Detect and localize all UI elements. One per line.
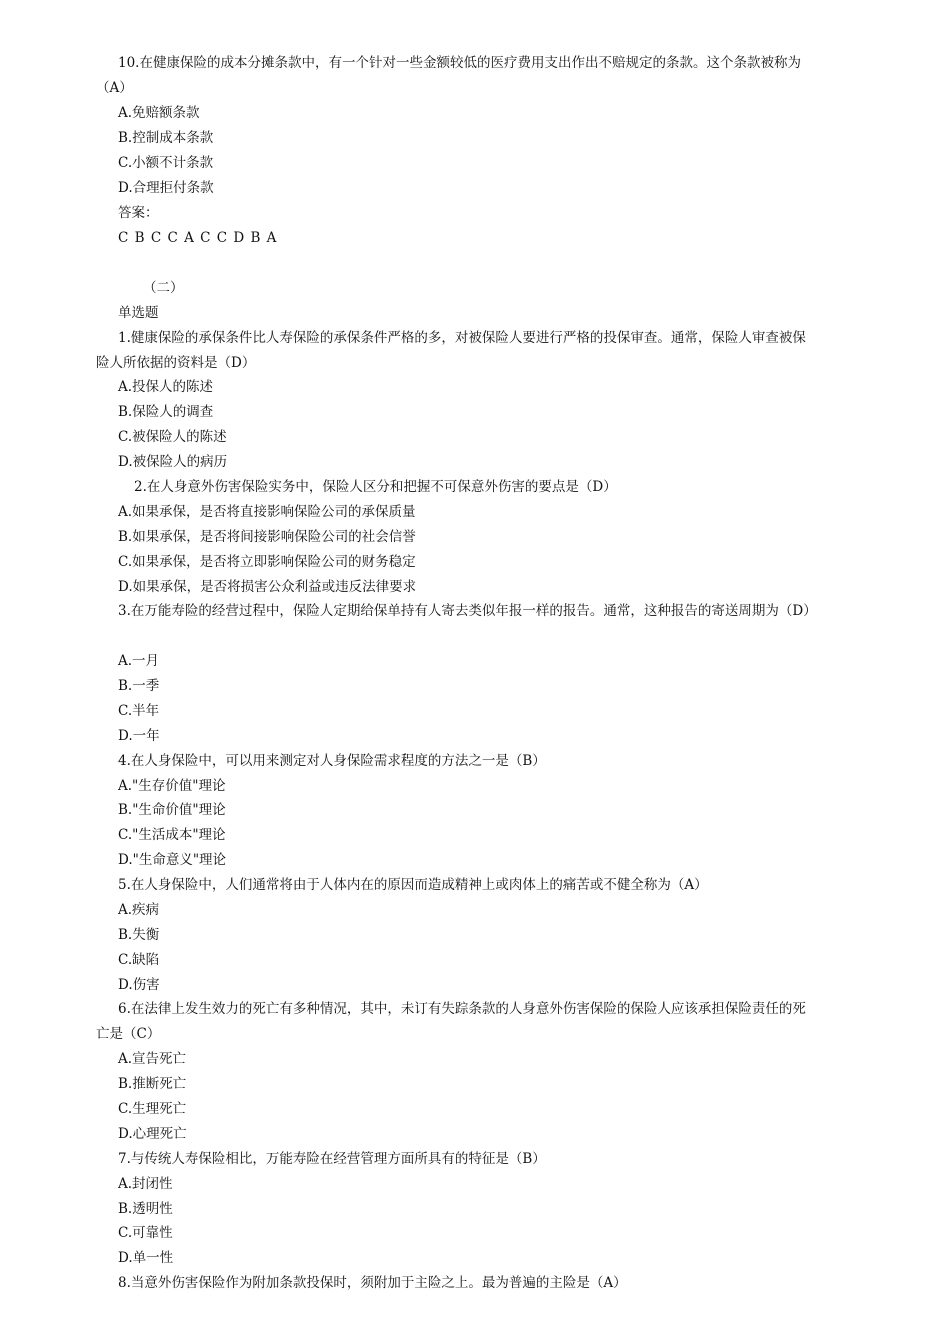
question-2-option-c: C.如果承保，是否将立即影响保险公司的财务稳定 — [118, 554, 416, 570]
question-2-option-b: B.如果承保，是否将间接影响保险公司的社会信誉 — [118, 529, 416, 545]
question-10-line-2: （A） — [96, 80, 133, 96]
question-7-line-1: 7.与传统人寿保险相比，万能寿险在经营管理方面所具有的特征是（B） — [118, 1151, 546, 1167]
question-5-line-1: 5.在人身保险中，人们通常将由于人体内在的原因而造成精神上或肉体上的痛苦或不健全称为（A） — [118, 877, 708, 893]
question-6-line-2: 亡是（C） — [96, 1026, 161, 1042]
question-7-option-d: D.单一性 — [118, 1250, 174, 1266]
question-5-option-b: B.失衡 — [118, 927, 160, 943]
question-3-option-a: A.一月 — [118, 653, 160, 669]
question-5-option-c: C.缺陷 — [118, 952, 160, 968]
question-10-option-b: B.控制成本条款 — [118, 130, 214, 146]
question-4-option-b: B."生命价值"理论 — [118, 802, 226, 818]
question-6-option-c: C.生理死亡 — [118, 1101, 187, 1117]
question-type-label: 单选题 — [118, 305, 159, 321]
question-10-option-d: D.合理拒付条款 — [118, 180, 214, 196]
question-6-option-b: B.推断死亡 — [118, 1076, 187, 1092]
question-2-option-d: D.如果承保，是否将损害公众利益或违反法律要求 — [118, 579, 417, 595]
question-7-option-c: C.可靠性 — [118, 1225, 173, 1241]
answer-label: 答案： — [118, 205, 159, 221]
question-1-option-d: D.被保险人的病历 — [118, 454, 228, 470]
question-1-option-a: A.投保人的陈述 — [118, 379, 214, 395]
question-2-line-1: 2.在人身意外伤害保险实务中，保险人区分和把握不可保意外伤害的要点是（D） — [134, 479, 617, 495]
question-4-line-1: 4.在人身保险中，可以用来测定对人身保险需求程度的方法之一是（B） — [118, 753, 546, 769]
question-5-option-d: D.伤害 — [118, 977, 160, 993]
answer-values: C B C C A C C D B A — [118, 230, 278, 246]
question-1-option-c: C.被保险人的陈述 — [118, 429, 227, 445]
question-3-line-1: 3.在万能寿险的经营过程中，保险人定期给保单持有人寄去类似年报一样的报告。通常，这种报告的寄送周期为（D） — [118, 603, 817, 619]
question-1-line-2: 险人所依据的资料是（D） — [96, 355, 256, 371]
question-5-option-a: A.疾病 — [118, 902, 160, 918]
section-title: （二） — [143, 280, 184, 296]
question-2-option-a: A.如果承保，是否将直接影响保险公司的承保质量 — [118, 504, 416, 520]
question-7-option-b: B.透明性 — [118, 1201, 173, 1217]
question-6-line-1: 6.在法律上发生效力的死亡有多种情况，其中，未订有失踪条款的人身意外伤害保险的保险人应该承担保险责任的死 — [118, 1001, 806, 1017]
question-6-option-d: D.心理死亡 — [118, 1126, 187, 1142]
question-3-option-c: C.半年 — [118, 703, 160, 719]
question-4-option-c: C."生活成本"理论 — [118, 827, 226, 843]
question-1-option-b: B.保险人的调查 — [118, 404, 214, 420]
question-10-line-1: 10.在健康保险的成本分摊条款中，有一个针对一些金额较低的医疗费用支出作出不赔规定的条款。这个条款被称为 — [118, 55, 801, 71]
question-8-line-1: 8.当意外伤害保险作为附加条款投保时，须附加于主险之上。最为普遍的主险是（A） — [118, 1275, 627, 1291]
question-10-option-a: A.免赔额条款 — [118, 105, 200, 121]
question-1-line-1: 1.健康保险的承保条件比人寿保险的承保条件严格的多，对被保险人要进行严格的投保审查。通常，保险人审查被保 — [118, 330, 806, 346]
question-3-option-d: D.一年 — [118, 728, 160, 744]
question-7-option-a: A.封闭性 — [118, 1176, 173, 1192]
question-10-option-c: C.小额不计条款 — [118, 155, 214, 171]
question-3-option-b: B.一季 — [118, 678, 160, 694]
question-6-option-a: A.宣告死亡 — [118, 1051, 187, 1067]
question-4-option-a: A."生存价值"理论 — [118, 778, 226, 794]
question-4-option-d: D."生命意义"理论 — [118, 852, 227, 868]
